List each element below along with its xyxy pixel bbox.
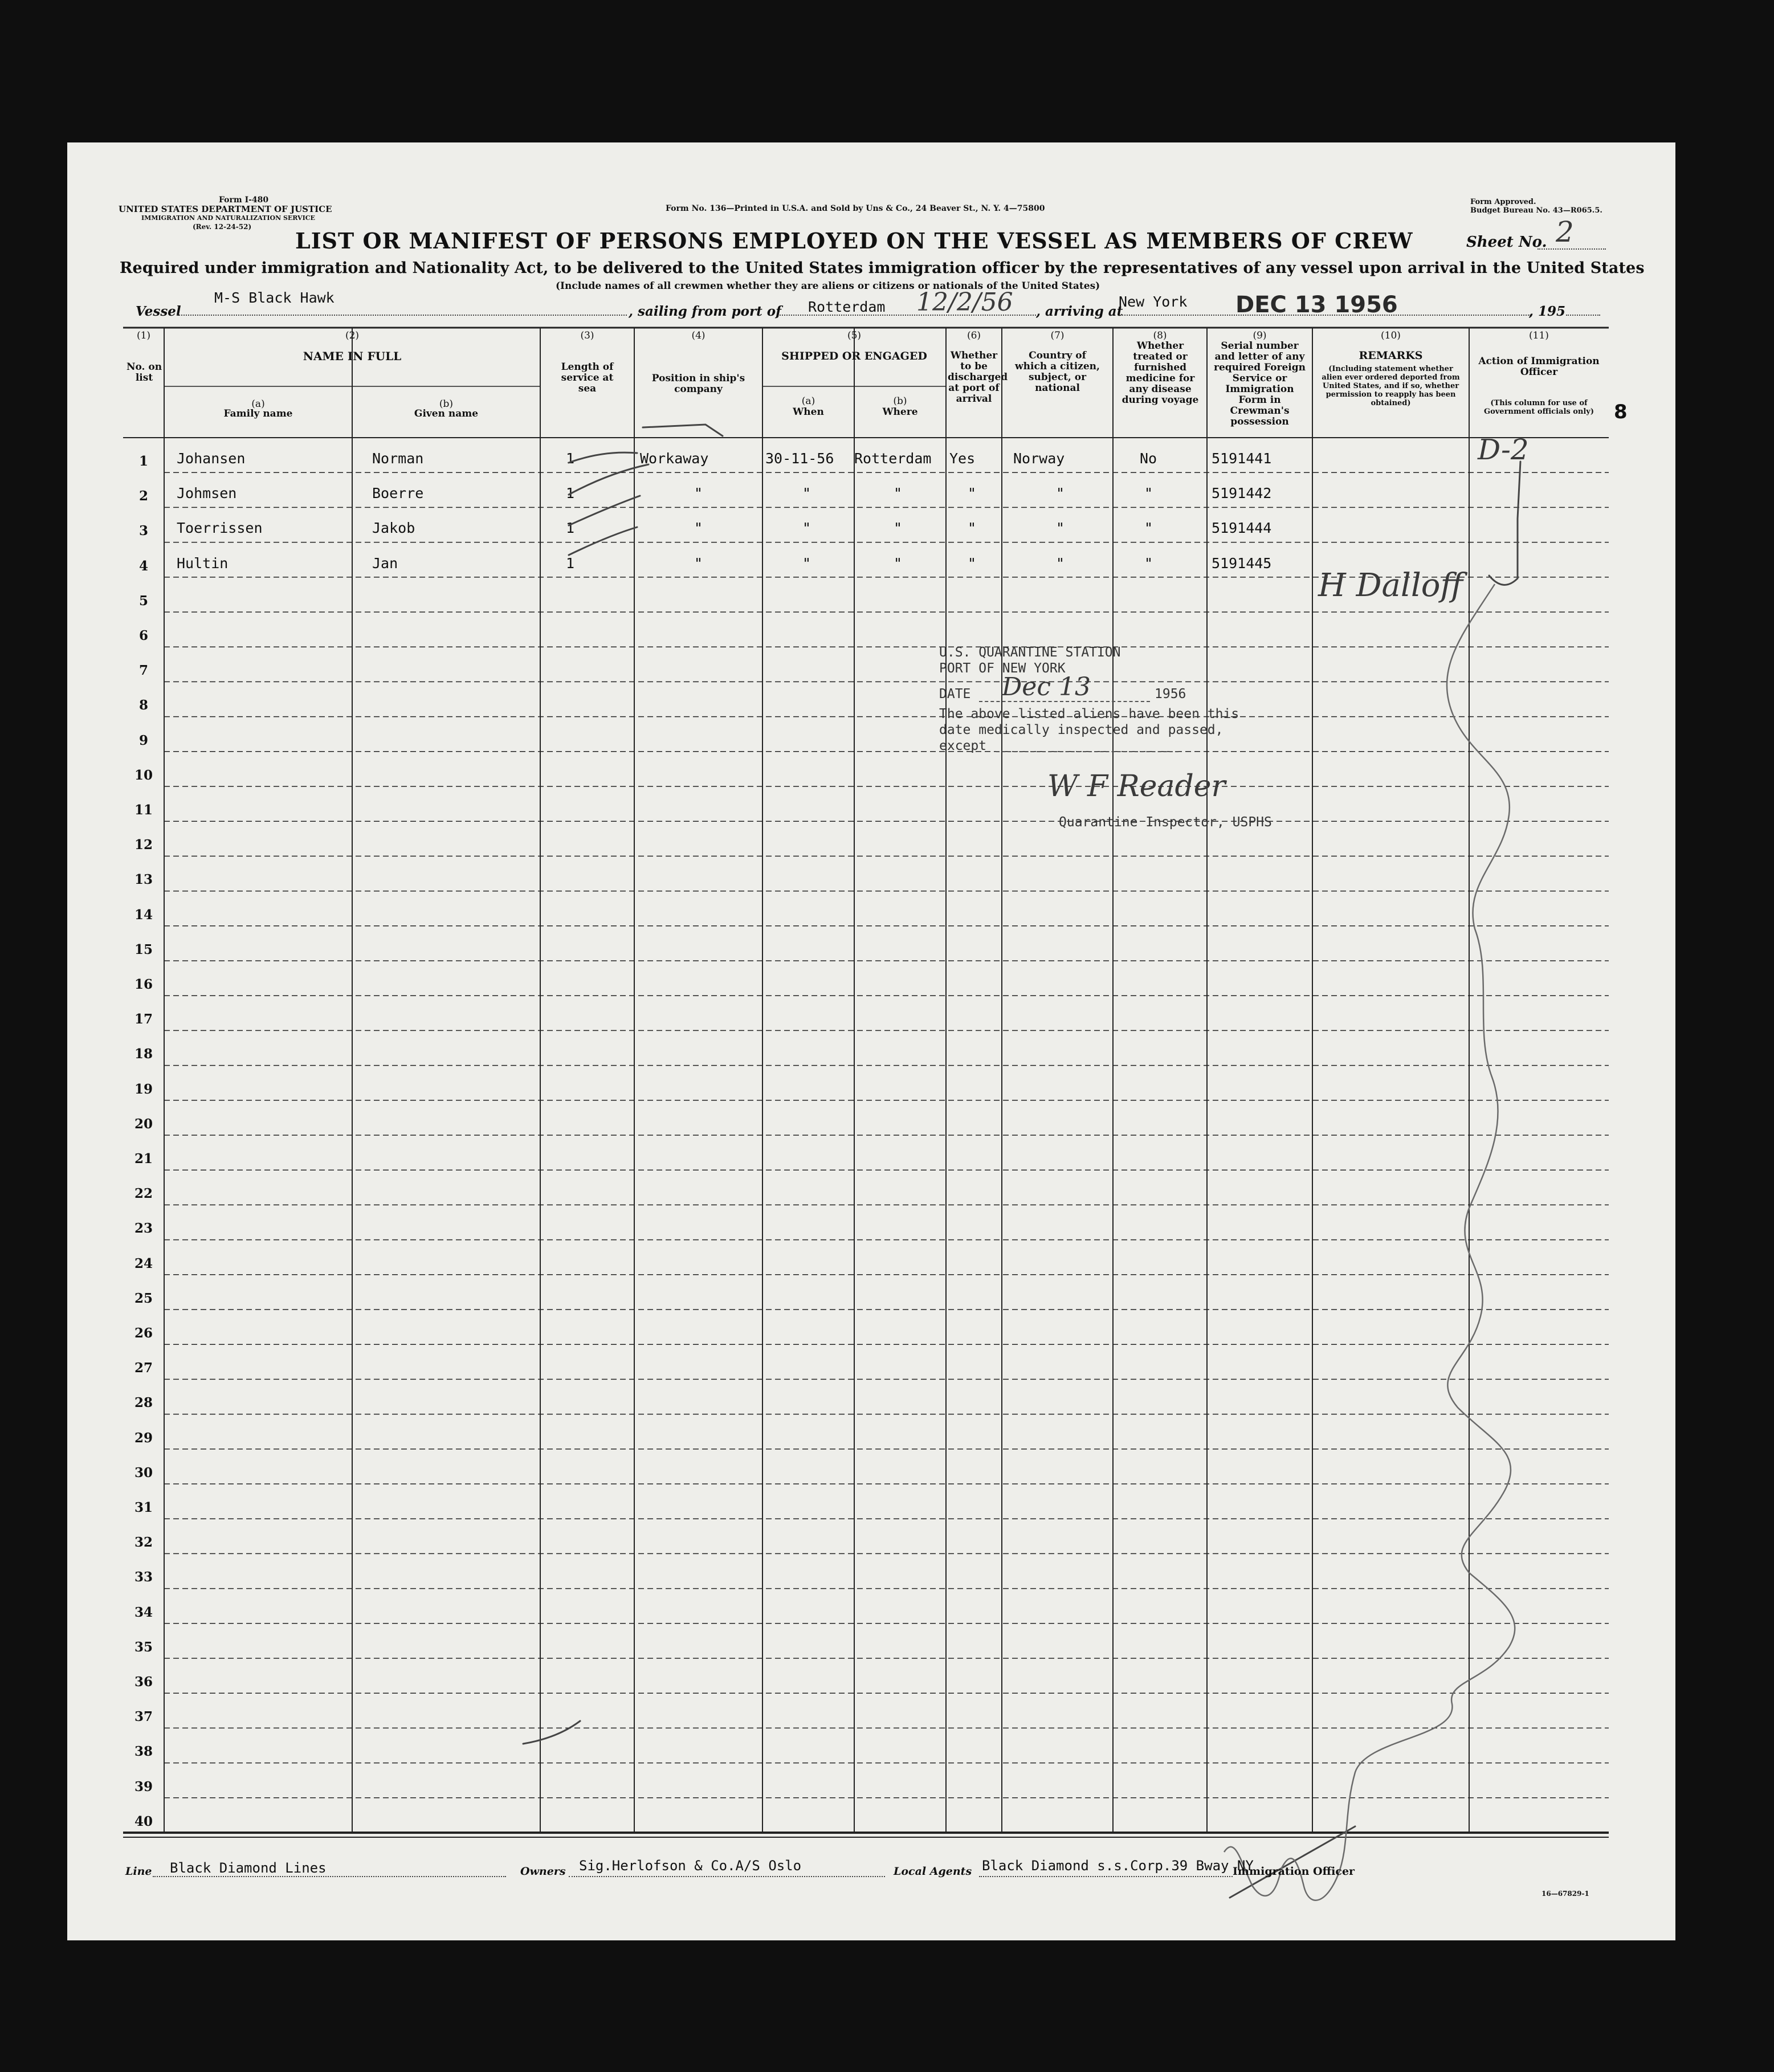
col5-header: SHIPPED OR ENGAGED [781, 350, 927, 362]
row-number: 23 [134, 1221, 153, 1237]
form-number: Form I-480 [219, 195, 269, 205]
given-name-cell: Jan [372, 554, 398, 572]
side-mark: 8 [1614, 401, 1628, 423]
row-number: 24 [134, 1255, 153, 1271]
country-cell: " [1056, 520, 1065, 537]
row-number: 12 [134, 837, 153, 853]
printer-note: Form No. 136—Printed in U.S.A. and Sold by Uns & Co., 24 Beaver St., N. Y. 4—75800 [666, 204, 1045, 213]
sailing-port: Rotterdam [808, 299, 886, 315]
col3-header: Length of service at sea [561, 361, 614, 394]
family-name-cell: Hultin [177, 554, 229, 572]
row-number: 40 [134, 1813, 153, 1829]
manifest-subtitle: Required under immigration and Nationality Act, to be delivered to the United States immigration officer by the representatives of any vessel upon arrival in the United States [120, 259, 1645, 277]
service-cell: 1 [566, 485, 575, 502]
col5a-num: (a) [801, 395, 815, 407]
row-number: 34 [134, 1604, 153, 1620]
stamp-line4: The above listed aliens have been this [939, 707, 1239, 721]
serial-cell: 5191441 [1212, 450, 1272, 467]
shipped-where-cell: " [894, 554, 903, 572]
col7-num: (7) [1050, 330, 1065, 341]
col5b-num: (b) [893, 395, 907, 407]
stamp-inspector-title: Quarantine Inspector, USPHS [1059, 815, 1272, 830]
col11-num: (11) [1529, 330, 1549, 341]
position-cell: Workaway [640, 450, 709, 467]
country-cell: " [1056, 554, 1065, 572]
manifest-subtitle-note: (Include names of all crewmen whether they are aliens or citizens or nationals of the United States) [556, 280, 1100, 292]
stamp-line1: U.S. QUARANTINE STATION [939, 645, 1121, 660]
row-number: 5 [138, 593, 148, 609]
col10-header: (Including statement whether alien ever ordered deported from United States, and if so, whether permission to reapply has been obtained) [1322, 365, 1460, 407]
row-number: 30 [134, 1465, 153, 1480]
position-cell: " [694, 520, 703, 537]
given-name-cell: Norman [372, 450, 424, 467]
service-cell: 1 [566, 554, 575, 572]
row-number: 27 [134, 1360, 153, 1376]
footer-line-label: Line [125, 1865, 152, 1878]
row-number: 22 [134, 1186, 153, 1202]
shipped-where-cell: " [894, 520, 903, 537]
treated-cell: " [1144, 520, 1153, 537]
col1-header: No. on list [126, 361, 162, 384]
stamp-date-fill [979, 701, 1150, 702]
col8-num: (8) [1153, 330, 1167, 341]
footer-line-value: Black Diamond Lines [170, 1860, 327, 1876]
col10-num: (10) [1381, 330, 1401, 341]
col2a-num: (a) [251, 398, 265, 410]
footer-agents-label: Local Agents [894, 1865, 972, 1878]
col2-header: NAME IN FULL [303, 349, 402, 363]
footer-owners-value: Sig.Herlofson & Co.A/S Oslo [579, 1858, 802, 1874]
family-name-cell: Johansen [177, 450, 246, 467]
col11-header: (This column for use of Government officials only) [1483, 399, 1594, 416]
footer-form-code: 16—67829-1 [1541, 1890, 1589, 1898]
row-number: 15 [134, 941, 153, 957]
given-name-cell: Boerre [372, 485, 424, 502]
stamp-date-label: DATE [939, 687, 971, 701]
row-number: 39 [134, 1779, 153, 1794]
row-number: 28 [134, 1395, 153, 1411]
serial-cell: 5191444 [1212, 520, 1272, 537]
discharged-cell: " [968, 520, 977, 537]
row-number: 10 [134, 767, 153, 783]
remarks-signature: H Dalloff [1318, 567, 1463, 604]
col8-header: Whether treated or furnished medicine for any disease during voyage [1122, 340, 1199, 406]
col5a-header: When [793, 406, 824, 418]
row-number: 6 [138, 628, 148, 643]
footer-agents-value: Black Diamond s.s.Corp.39 Bway NY [982, 1858, 1254, 1874]
col1-num: (1) [136, 330, 151, 341]
col5-num: (5) [847, 330, 862, 341]
position-cell: " [694, 554, 703, 572]
family-name-cell: Toerrissen [177, 520, 263, 537]
row-number: 2 [138, 488, 148, 504]
col9-num: (9) [1253, 330, 1267, 341]
col3-num: (3) [580, 330, 594, 341]
row-number: 7 [138, 663, 148, 679]
treated-cell: No [1140, 450, 1157, 467]
arriving-label: , arriving at [1036, 304, 1123, 319]
row-number: 29 [134, 1430, 153, 1446]
row-number: 20 [134, 1116, 153, 1132]
footer-owners-fill [569, 1876, 885, 1877]
shipped-when-cell: 30-11-56 [765, 450, 834, 467]
family-name-cell: Johmsen [177, 485, 237, 502]
sheet-number: 2 [1556, 215, 1574, 248]
col6-num: (6) [966, 330, 981, 341]
service-name: IMMIGRATION AND NATURALIZATION SERVICE [141, 214, 315, 222]
row-number: 1 [138, 454, 148, 469]
row-number: 14 [134, 907, 153, 923]
row-number: 8 [138, 698, 148, 713]
year-suffix: , 195 [1529, 304, 1566, 319]
discharged-cell: " [968, 485, 977, 502]
service-cell: 1 [566, 520, 575, 537]
col10-title: REMARKS [1359, 349, 1423, 362]
col4-num: (4) [691, 330, 705, 341]
vessel-label: Vessel [136, 304, 181, 319]
col2b-num: (b) [439, 398, 454, 410]
stamp-year: 1956 [1155, 687, 1186, 701]
row-number: 11 [134, 802, 153, 818]
row-number: 4 [138, 558, 148, 574]
country-cell: Norway [1013, 450, 1065, 467]
treated-cell: " [1144, 554, 1153, 572]
shipped-when-cell: " [802, 520, 811, 537]
row-number: 21 [134, 1151, 153, 1166]
form-approved: Form Approved. [1470, 198, 1536, 206]
row-number: 16 [134, 977, 153, 992]
vessel-name: M-S Black Hawk [214, 289, 335, 306]
row-number: 37 [134, 1709, 153, 1725]
stamp-line6: except [939, 739, 987, 753]
row-number: 13 [134, 872, 153, 888]
sheet-label: Sheet No. [1466, 234, 1547, 251]
row-number: 32 [134, 1535, 153, 1551]
shipped-where-cell: Rotterdam [854, 450, 932, 467]
col6-header: Whether to be discharged at port of arrival [948, 350, 1008, 405]
row-number: 31 [134, 1500, 153, 1515]
arrival-port: New York [1119, 293, 1188, 310]
sailing-label: , sailing from port of [629, 304, 781, 319]
col4-header: Position in ship's company [651, 373, 745, 395]
row-number: 38 [134, 1744, 153, 1760]
row-number: 18 [134, 1046, 153, 1062]
footer-owners-label: Owners [520, 1865, 566, 1878]
discharged-cell: Yes [949, 450, 976, 467]
serial-cell: 5191442 [1212, 485, 1272, 502]
col9-header: Serial number and letter of any required Foreign Service or Immigration Form in Crewman's possession [1213, 340, 1306, 427]
row-number: 9 [138, 732, 148, 748]
row-number: 26 [134, 1325, 153, 1341]
action-mark: D-2 [1478, 433, 1529, 466]
arrival-date-stamp: DEC 13 1956 [1235, 292, 1398, 318]
position-cell: " [694, 485, 703, 502]
manifest-title: LIST OR MANIFEST OF PERSONS EMPLOYED ON THE VESSEL AS MEMBERS OF CREW [295, 228, 1413, 254]
department-name: UNITED STATES DEPARTMENT OF JUSTICE [119, 204, 332, 214]
col5b-header: Where [882, 406, 918, 418]
treated-cell: " [1144, 485, 1153, 502]
col7-header: Country of which a citizen, subject, or national [1015, 350, 1100, 394]
service-cell: 1 [566, 450, 575, 467]
stamp-date-handwritten: Dec 13 [1002, 672, 1091, 701]
col11-title: Action of Immigration Officer [1478, 356, 1600, 378]
country-cell: " [1056, 485, 1065, 502]
shipped-when-cell: " [802, 485, 811, 502]
shipped-where-cell: " [894, 485, 903, 502]
stamp-line2: PORT OF NEW YORK [939, 661, 1066, 676]
row-number: 17 [134, 1011, 153, 1027]
stamp-signature: W F Reader [1047, 769, 1226, 803]
manifest-sheet [67, 142, 1675, 1940]
row-number: 19 [134, 1081, 153, 1097]
row-number: 35 [134, 1639, 153, 1655]
col2b-header: Given name [414, 408, 479, 419]
budget-bureau: Budget Bureau No. 43—R065.5. [1470, 206, 1602, 215]
row-number: 25 [134, 1290, 153, 1306]
col2a-header: Family name [223, 408, 293, 419]
footer-agents-fill [979, 1876, 1233, 1877]
shipped-when-cell: " [802, 554, 811, 572]
row-number: 3 [138, 523, 148, 539]
serial-cell: 5191445 [1212, 554, 1272, 572]
form-revision: (Rev. 12-24-52) [193, 223, 252, 231]
col2-num: (2) [345, 330, 360, 341]
footer-line-fill [153, 1876, 506, 1877]
row-number: 33 [134, 1569, 153, 1585]
sailing-date-handwritten: 12/2/56 [916, 288, 1013, 317]
stamp-except-fill [996, 751, 1178, 752]
stamp-line5: date medically inspected and passed, [939, 723, 1224, 737]
footer-officer-label: Immigration Officer [1233, 1865, 1355, 1878]
discharged-cell: " [968, 554, 977, 572]
row-number: 36 [134, 1674, 153, 1690]
given-name-cell: Jakob [372, 520, 415, 537]
